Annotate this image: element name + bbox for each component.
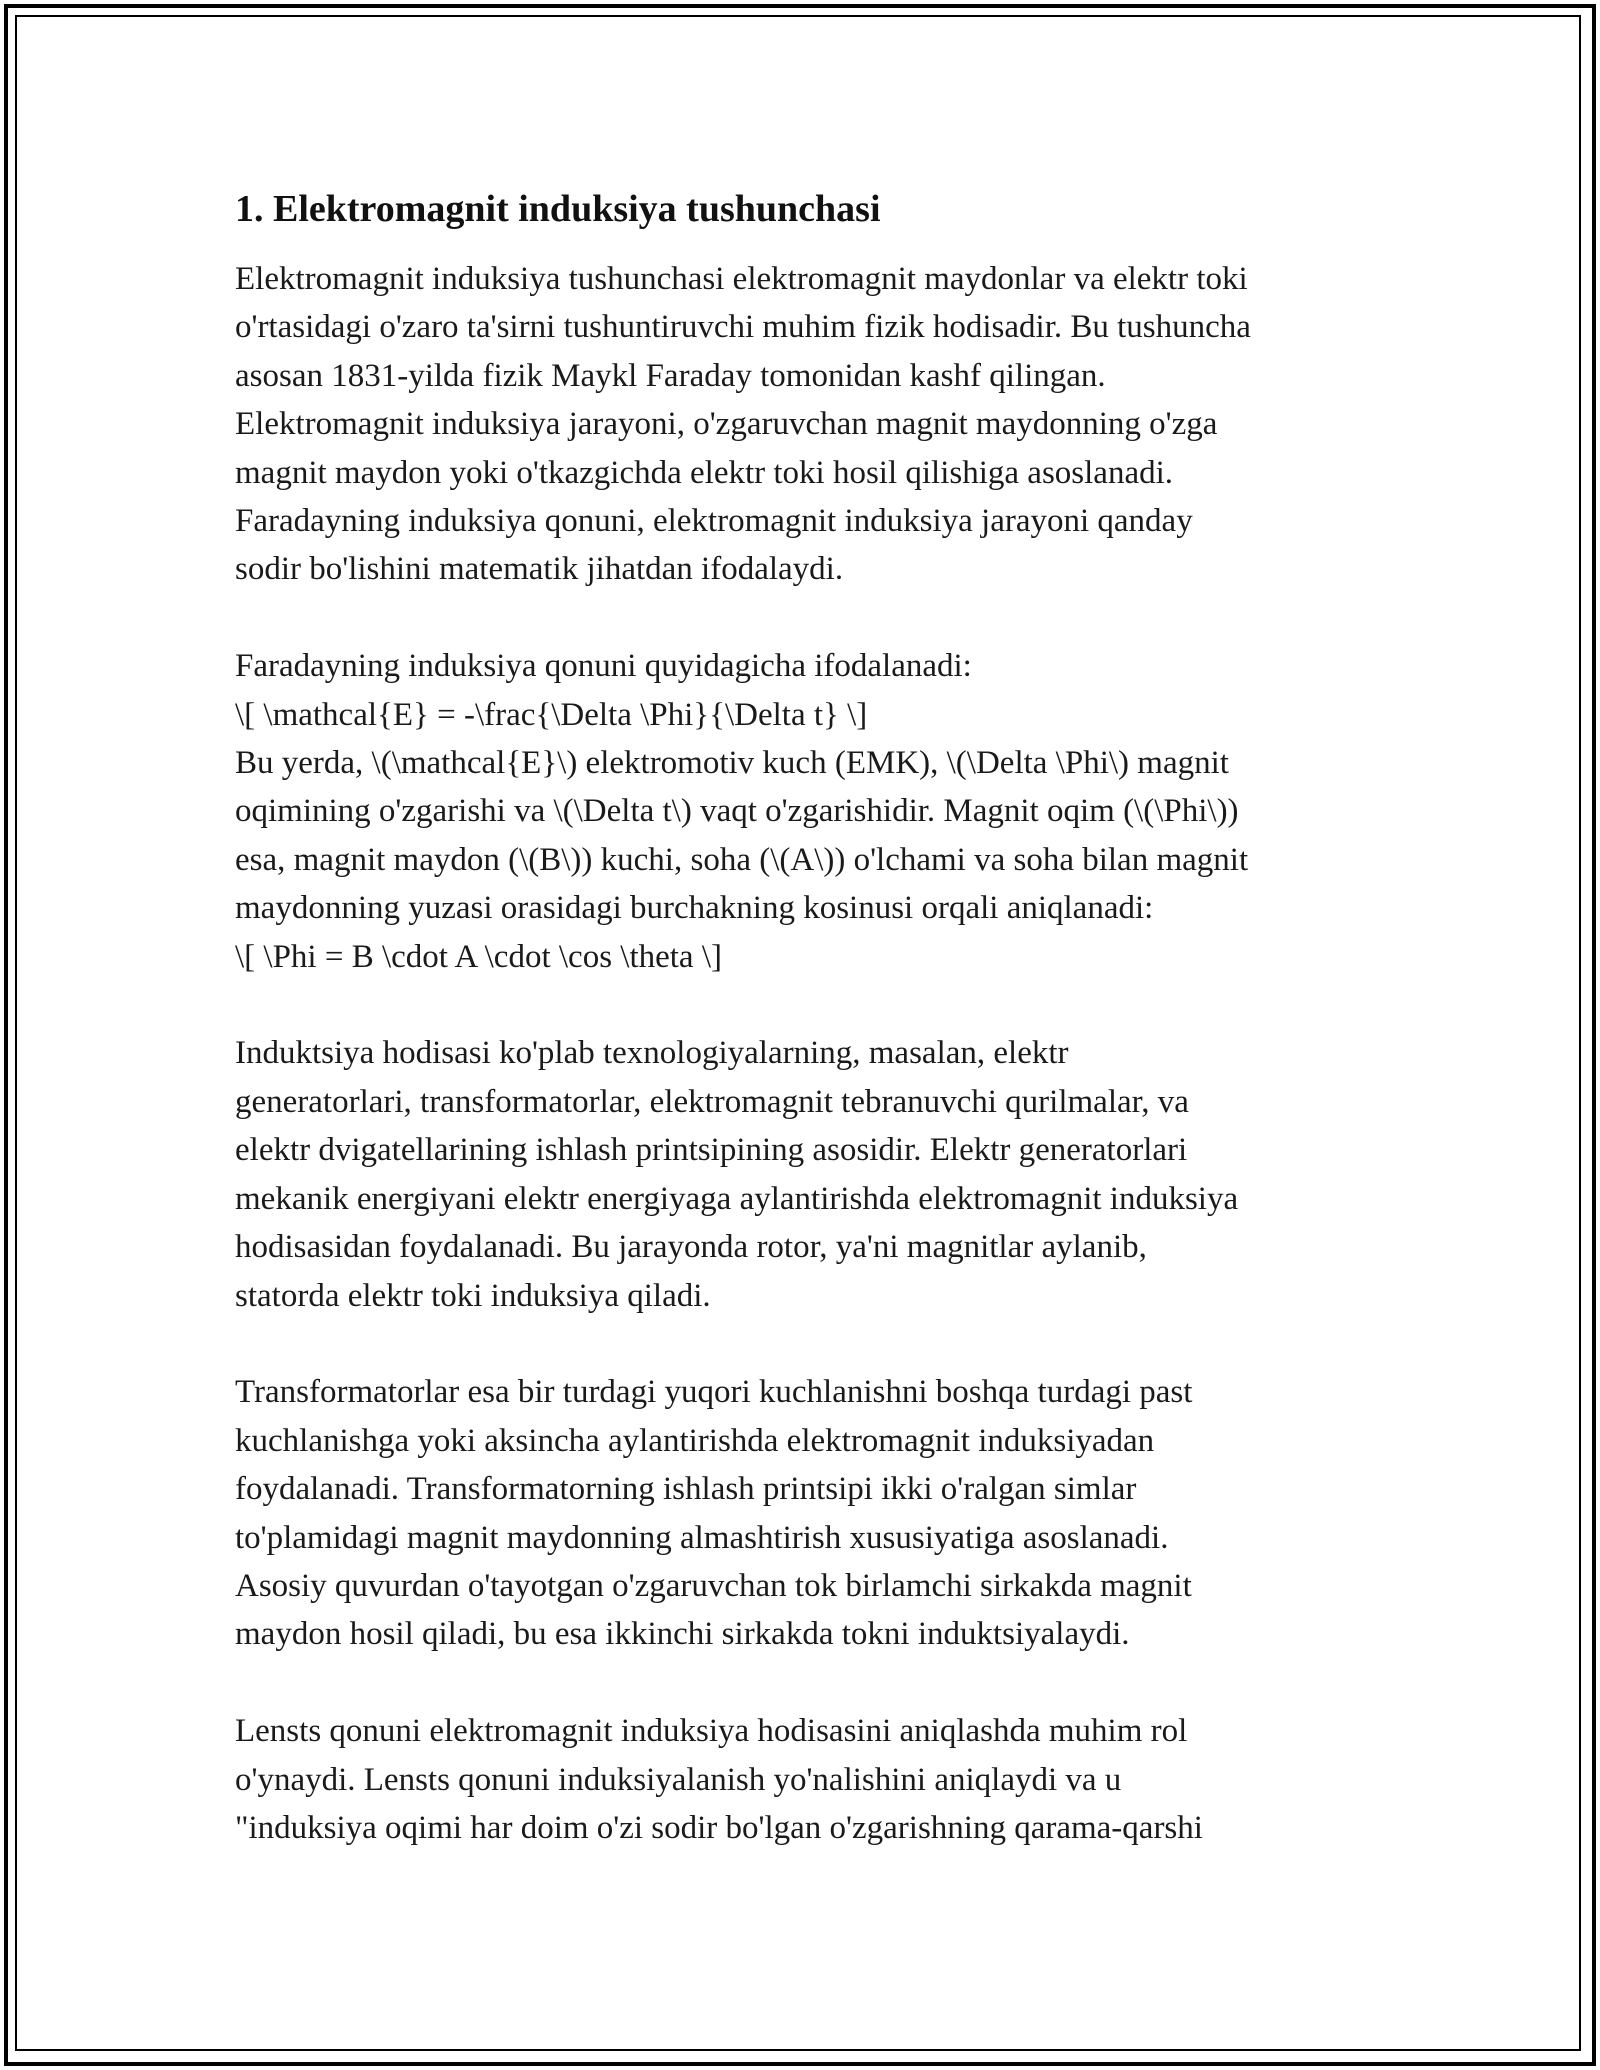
paragraph-faraday-law: Faradayning induksiya qonuni quyidagicha ifodalanadi: \[ \mathcal{E} = -\frac{\Delta \Phi}{\Delta t} \] Bu yerda, \(\mathcal{E}\) elektromotiv kuch (EMK), \(\Delta \Phi\) magnit oqimining o'zgarishi va \(\Delta t\) vaqt o'zgarishidir. Magnit oqim (\(\Phi\)) esa, magnit maydon (\(B\)) kuchi, soha (\(A\)) o'lchami va soha bilan magnit maydonning yuzasi orasidagi burchakning kosinusi orqali aniqlanadi: \[ \Phi = B \cdot A \cdot \cos \theta \] xyxy=(235,648,1249,975)
paragraph-transformers: Transformatorlar esa bir turdagi yuqori kuchlanishni boshqa turdagi past kuchlanishga yoki aksincha aylantirishda elektromagnit induksiyadan foydalanadi. Transformatorning ishlash printsipi ikki o'ralgan simlar to'plamidagi magnit maydonning almashtirish xususiyatiga asoslanadi. Asosiy quvurdan o'tayotgan o'zgaruvchan tok birlamchi sirkakda magnit maydon hosil qiladi, bu esa ikkinchi sirkakda tokni induktsiyalaydi. xyxy=(235,1374,1193,1653)
paragraph-lenz-law: Lensts qonuni elektromagnit induksiya hodisasini aniqlashda muhim rol o'ynaydi. Lensts qonuni induksiyalanish yo'nalishini aniqlaydi va u "induksiya oqimi har doim o'zi sodir bo'lgan o'zgarishning qarama-qarshi xyxy=(235,1713,1203,1846)
section-heading: 1. Elektromagnit induksiya tushunchasi xyxy=(235,188,881,230)
document-body xyxy=(235,185,1385,1901)
paragraph-applications: Induktsiya hodisasi ko'plab texnologiyalarning, masalan, elektr generatorlari, transformatorlar, elektromagnit tebranuvchi qurilmalar, va elektr dvigatellarining ishlash printsipining asosidir. Elektr generatorlari mekanik energiyani elektr energiyaga aylantirishda elektromagnit induksiya hodisasidan foydalanadi. Bu jarayonda rotor, ya'ni magnitlar aylanib, statorda elektr toki induksiya qiladi. xyxy=(235,1035,1239,1314)
paragraph-introduction: Elektromagnit induksiya tushunchasi elektromagnit maydonlar va elektr toki o'rtasidagi o'zaro ta'sirni tushuntiruvchi muhim fizik hodisadir. Bu tushuncha asosan 1831-yilda fizik Maykl Faraday tomonidan kashf qilingan. Elektromagnit induksiya jarayoni, o'zgaruvchan magnit maydonning o'zga magnit maydon yoki o'tkazgichda elektr toki hosil qilishiga asoslanadi. Faradayning induksiya qonuni, elektromagnit induksiya jarayoni qanday sodir bo'lishini matematik jihatdan ifodalaydi. xyxy=(235,261,1251,588)
